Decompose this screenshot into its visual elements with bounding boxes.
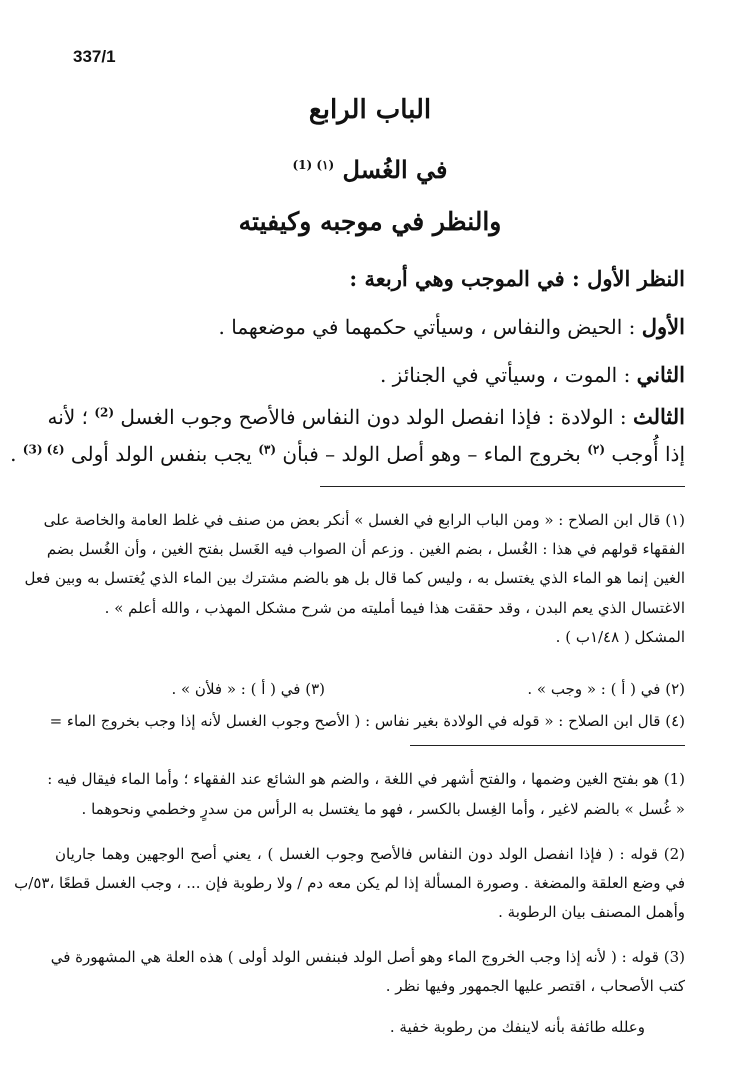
third-cont-note-a: (٢) bbox=[587, 442, 606, 457]
third-cont-text-a: إذا أُوجب bbox=[611, 442, 685, 466]
section-title: في الغُسل bbox=[342, 155, 448, 184]
editor-footnote-line: (١) قال ابن الصلاح : « ومن الباب الرابع في الغسل » أنكر بعض من صنف في غلط العامة والخاصة على bbox=[43, 511, 685, 529]
editor-footnote-line: الاغتسال الذي يعم البدن ، وقد حققت هذا فيما أمليته من شرح مشكل المهذب ، والله أعلم » . bbox=[104, 599, 685, 617]
editor-footnote-line: الفقهاء قولهم في هذا : الغُسل ، بضم الغين . وزعم أن الصواب فيه الغَسل بفتح الغين ، وأن الغُسل بضم bbox=[46, 540, 685, 558]
first-item-label: الأول bbox=[641, 314, 685, 339]
body-intro: النظر الأول : في الموجب وهي أربعة : bbox=[349, 266, 685, 291]
body-third-item-cont bbox=[10, 442, 685, 466]
third-item-label: الثالث bbox=[633, 404, 685, 429]
section-title-line bbox=[55, 155, 685, 184]
variant-footnotes-row bbox=[55, 680, 685, 698]
commentary-footnote-line: (2) قوله : ( فإذا انفصل الولد دون النفاس فالأصح وجوب الغسل ) ، يعني أصح الوجهين وهما جاريان bbox=[55, 845, 685, 863]
section-title-notes: (١) (1) bbox=[292, 158, 335, 172]
commentary-footnote-line: (1) هو بفتح الغين وضمها ، والفتح أشهر في اللغة ، والضم هو الشائع عند الفقهاء ؛ وأما الماء فيقال فيه : bbox=[47, 770, 685, 788]
third-cont-note-c: (٤) (3) bbox=[22, 442, 65, 457]
third-cont-text-d: . bbox=[10, 442, 17, 466]
commentary-footnote-line: في وضع العلقة والمضغة . وصورة المسألة إذا لم يكن معه دم / ولا رطوبة فإن ... ، وجب الغسل قطعًا ،٥٣/ب bbox=[14, 874, 685, 892]
editor-footnote-line: الغين إنما هو الماء الذي يغتسل به ، وليس كما قال بل هو بالضم مشترك بين الماء الذي يُغتسل به وبين فعل bbox=[24, 569, 685, 587]
variant-note-2: (٢) في ( أ ) : « وجب » . bbox=[527, 680, 685, 698]
commentary-footnote-line: وعلله طائفة بأنه لاينفك من رطوبة خفية . bbox=[389, 1018, 645, 1036]
third-cont-text-c: يجب بنفس الولد أولى bbox=[70, 442, 252, 466]
body-third-item bbox=[47, 404, 685, 429]
third-cont-text-b: بخروج الماء – وهو أصل الولد – فبأن bbox=[282, 442, 581, 466]
variant-note-3: (٣) في ( أ ) : « فلأن » . bbox=[171, 680, 325, 698]
third-item-note-a: (2) bbox=[94, 405, 115, 420]
commentary-footnote-line: كتب الأصحاب ، اقتصر عليها الجمهور وفيها نظر . bbox=[385, 977, 685, 995]
third-item-text-a: : الولادة : فإذا انفصل الولد دون النفاس فالأصح وجوب الغسل bbox=[120, 405, 627, 429]
editor-footnote-line: المشكل ( ١/٤٨ب ) . bbox=[555, 628, 685, 646]
third-item-text-b: ؛ لأنه bbox=[47, 405, 88, 429]
body-first-item bbox=[55, 314, 685, 339]
footnote-separator bbox=[320, 486, 685, 487]
second-item-label: الثاني bbox=[636, 362, 685, 387]
variant-note-4: (٤) قال ابن الصلاح : « قوله في الولادة بغير نفاس : ( الأصح وجوب الغسل لأنه إذا وجب بخروج الماء = bbox=[49, 712, 685, 730]
commentary-footnote-line: (3) قوله : ( لأنه إذا وجب الخروج الماء وهو أصل الولد فبنفس الولد أولى ) هذه العلة هي المشهورة في bbox=[50, 948, 685, 966]
third-cont-note-b: (٣) bbox=[258, 442, 277, 457]
commentary-footnote-line: وأهمل المصنف بيان الرطوبة . bbox=[498, 903, 685, 921]
second-item-text: : الموت ، وسيأتي في الجنائز . bbox=[379, 363, 631, 387]
section-subtitle: والنظر في موجبه وكيفيته bbox=[238, 207, 502, 236]
chapter-title: الباب الرابع bbox=[308, 95, 432, 125]
commentary-separator bbox=[410, 745, 685, 746]
body-intro-line bbox=[55, 266, 685, 291]
first-item-text: : الحيض والنفاس ، وسيأتي حكمهما في موضعهما . bbox=[218, 315, 636, 339]
body-second-item bbox=[55, 362, 685, 387]
page-number: 337/1 bbox=[73, 47, 116, 66]
commentary-footnote-line: « غُسل » بالضم لاغير ، وأما الغِسل بالكسر ، فهو ما يغتسل به الرأس من سدرٍ وخطمي ونحوهما . bbox=[81, 800, 685, 818]
